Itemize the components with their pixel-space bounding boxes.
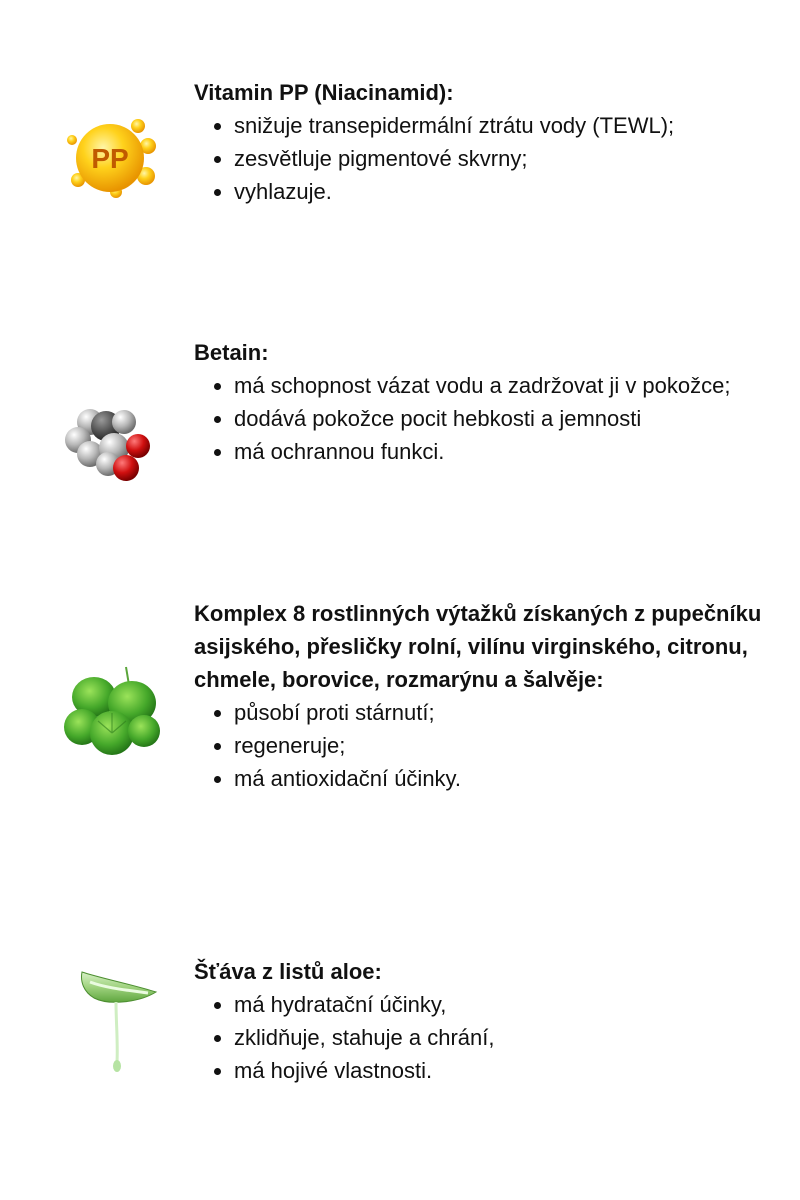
list-item: • regeneruje; (234, 729, 764, 762)
list-item: • má hojivé vlastnosti. (234, 1054, 764, 1087)
svg-text:PP: PP (91, 143, 129, 174)
list-item: • zesvětluje pigmentové skvrny; (234, 142, 764, 175)
list-item: • má hydratační účinky, (234, 988, 764, 1021)
list-item: • má ochrannou funkci. (234, 435, 764, 468)
list-item: • působí proti stárnutí; (234, 696, 764, 729)
list-item: • dodává pokožce pocit hebkosti a jemnosti (234, 402, 764, 435)
list-item: • má schopnost vázat vodu a zadržovat ji v pokožce; (234, 369, 764, 402)
vitamin-pp-icon (60, 106, 164, 210)
ingredient-title: Vitamin PP (Niacinamid): (194, 80, 454, 105)
ingredient-title: Komplex 8 rostlinných výtažků získaných z pupečníku asijského, přesličky rolní, vilínu virginského, citronu, chmele, borovice, rozmarýnu a šalvěje: (194, 601, 762, 692)
benefit-list (194, 988, 764, 1087)
list-item: • má antioxidační účinky. (234, 762, 764, 795)
list-item: • snižuje transepidermální ztrátu vody (TEWL); (234, 109, 764, 142)
molecule-icon (60, 396, 164, 500)
list-item: • zklidňuje, stahuje a chrání, (234, 1021, 764, 1054)
benefit-list (194, 109, 764, 208)
benefit-list (194, 696, 764, 795)
aloe-drop-icon (60, 969, 164, 1073)
benefit-list (194, 369, 764, 468)
ingredient-title: Šťáva z listů aloe: (194, 959, 382, 984)
list-item: • vyhlazuje. (234, 175, 764, 208)
green-leaves-icon (60, 661, 164, 765)
ingredient-title: Betain: (194, 340, 269, 365)
